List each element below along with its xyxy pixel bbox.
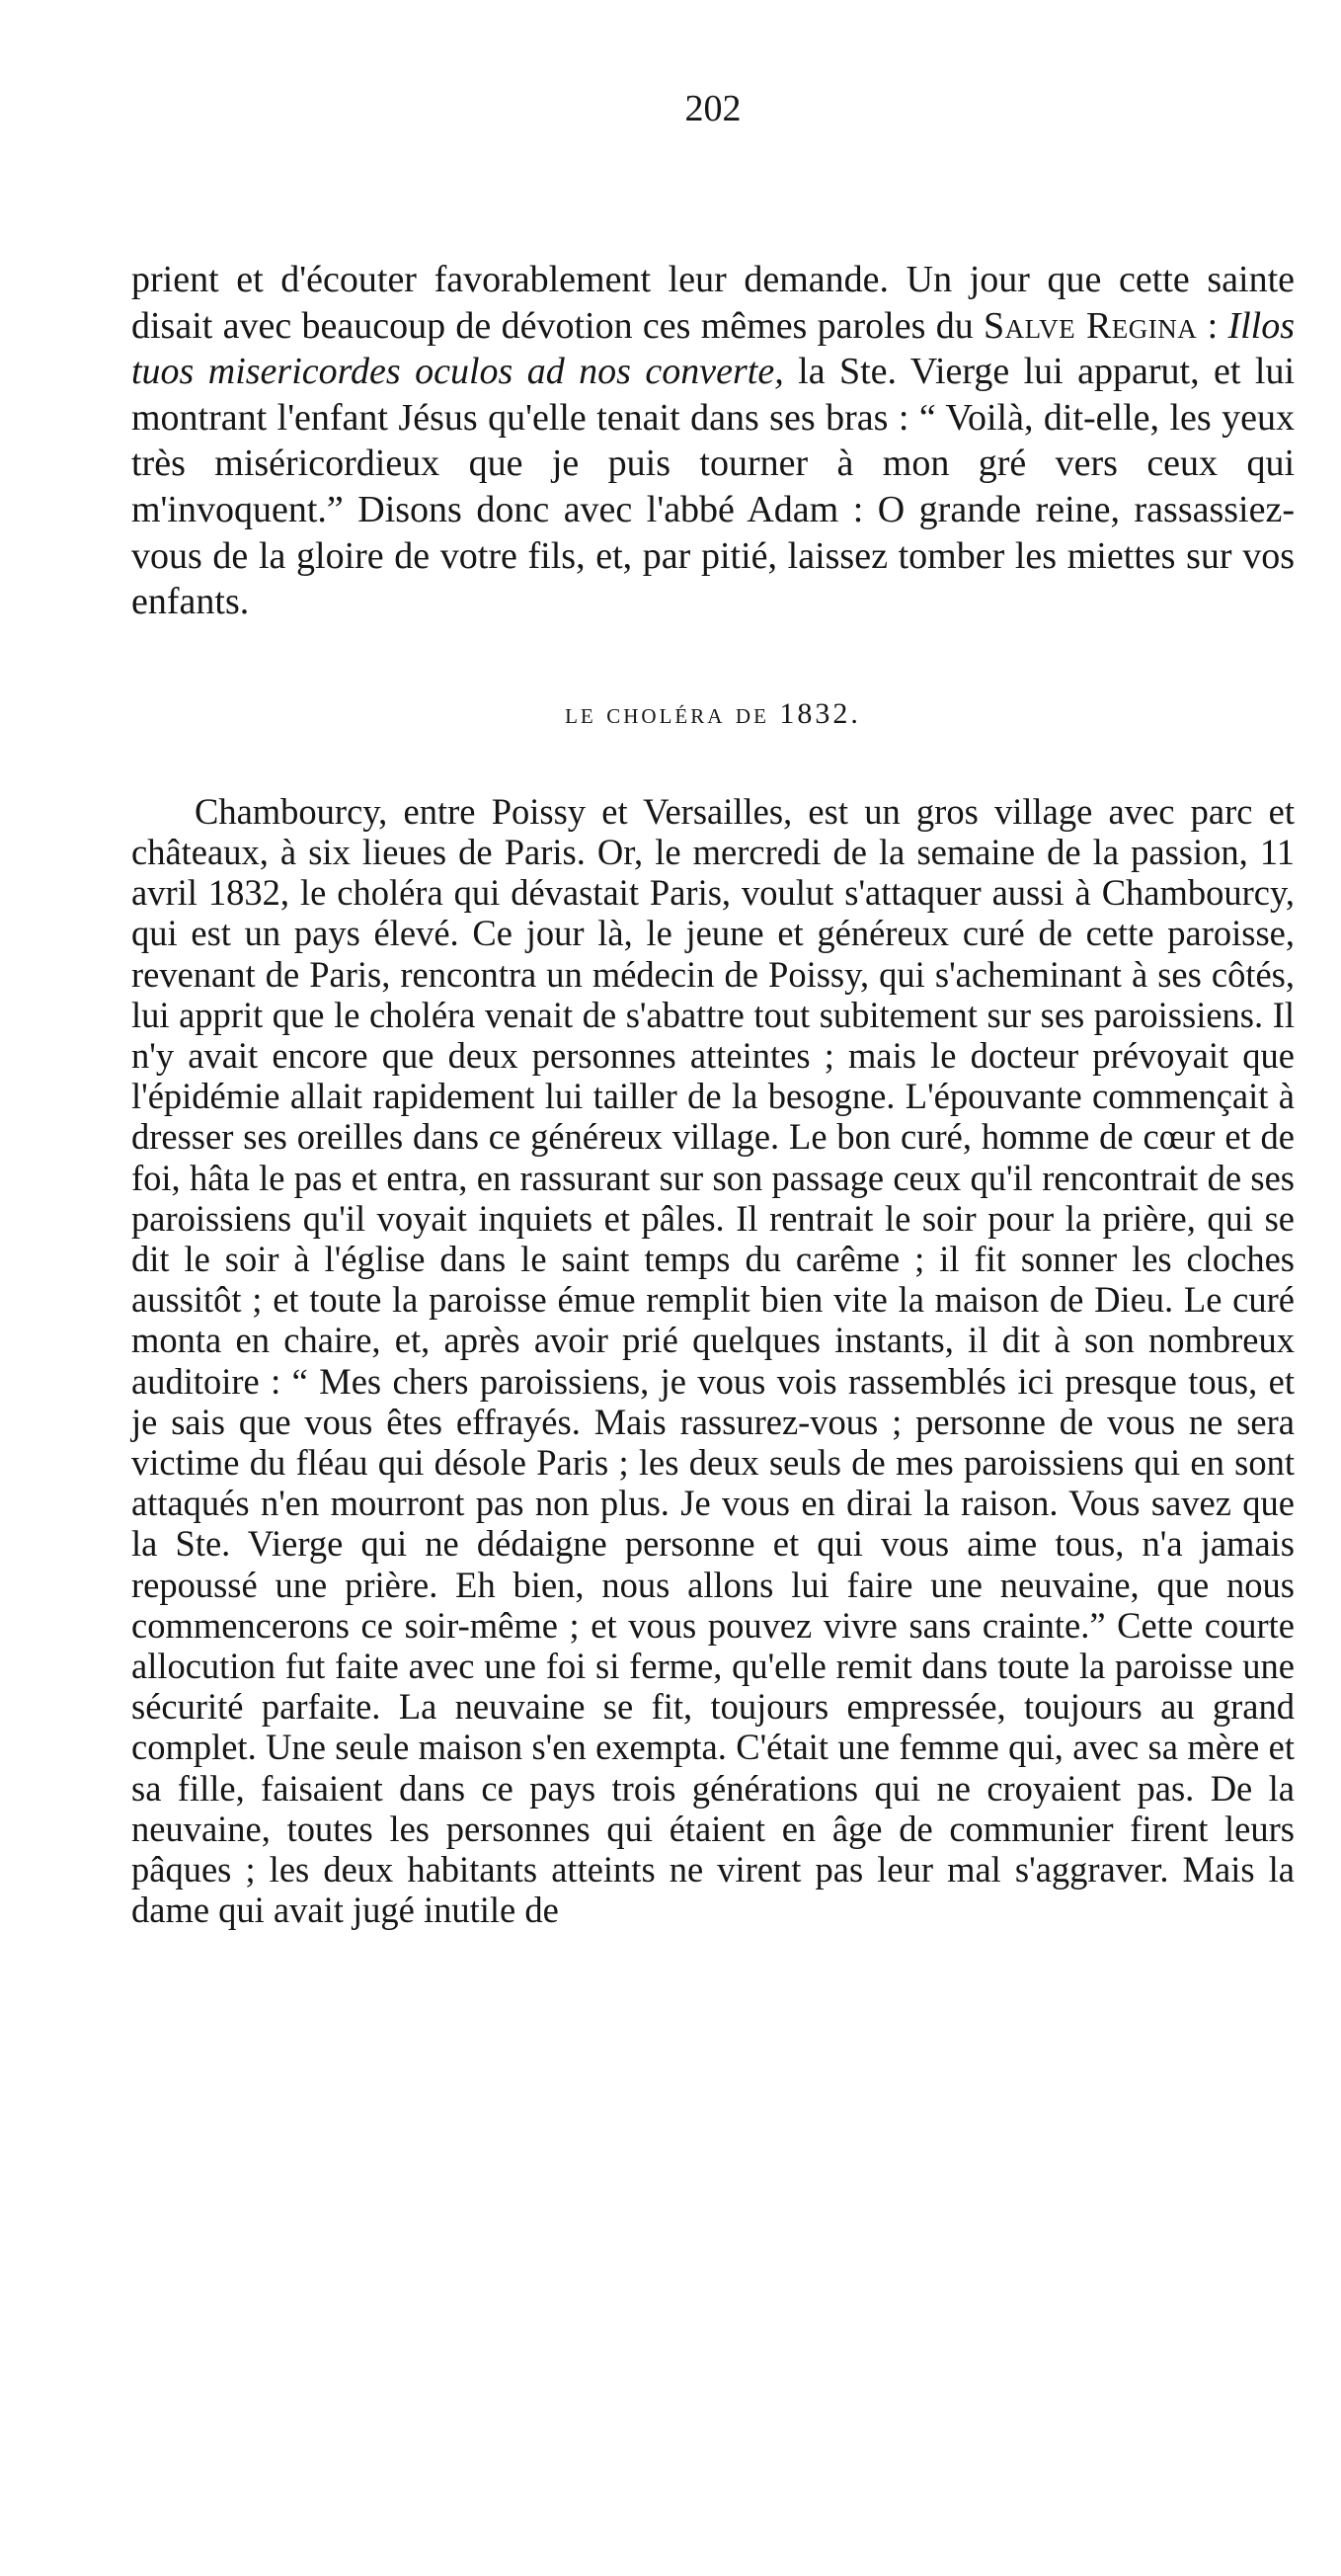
section-title: le choléra de 1832. [565, 696, 861, 730]
paragraph-text-start: prient et d'écouter favorablement leur demande. Un jour que cette sainte disait avec beaucoup de dévotion ces mêmes paroles du [131, 259, 1295, 347]
latin-quote: Illos tuos misericordes oculos ad nos converte, [131, 304, 1296, 393]
page-number: 202 [684, 88, 742, 129]
colon-separator: : [1197, 304, 1228, 347]
paragraph-salve-regina [131, 257, 1295, 625]
paragraph-cholera-1832: Chambourcy, entre Poissy et Versailles, est un gros village avec parc et châteaux, à six lieues de Paris. Or, le mercredi de la semaine de la passion, 11 avril 1832, le choléra qui dévastait Paris, voulut s'attaquer aussi à Chambourcy, qui est un pays élevé. Ce jour là, le jeune et généreux curé de cette paroisse, revenant de Paris, rencontra un médecin de Poissy, qui s'acheminant à ses côtés, lui apprit que le choléra venait de s'abattre tout subitement sur ses paroissiens. Il n'y avait encore que deux personnes atteintes ; mais le docteur prévoyait que l'épidémie allait rapidement lui tailler de la besogne. L'épouvante commençait à dresser ses oreilles dans ce généreux village. Le bon curé, homme de cœur et de foi, hâta le pas et entra, en rassurant sur son passage ceux qu'il rencontrait de ses paroissiens qu'il voyait inquiets et pâles. Il rentrait le soir pour la prière, qui se dit le soir à l'église dans le saint temps du carême ; il fit sonner les cloches aussitôt ; et toute la paroisse émue remplit bien vite la maison de Dieu. Le curé monta en chaire, et, après avoir prié quelques instants, il dit à son nombreux auditoire : “ Mes chers paroissiens, je vous vois rassemblés ici presque tous, et je sais que vous êtes effrayés. Mais rassurez-vous ; personne de vous ne sera victime du fléau qui désole Paris ; les deux seuls de mes paroissiens qui en sont attaqués n'en mourront pas non plus. Je vous en dirai la raison. Vous savez que la Ste. Vierge qui ne dédaigne personne et qui vous aime tous, n'a jamais repoussé une prière. Eh bien, nous allons lui faire une neuvaine, que nous commencerons ce soir-même ; et vous pouvez vivre sans crainte.” Cette courte allocution fut faite avec une foi si ferme, qu'elle remit dans toute la paroisse une sécurité parfaite. La neuvaine se fit, toujours empressée, toujours au grand complet. Une seule maison s'en exempta. C'était une femme qui, avec sa mère et sa fille, faisaient dans ce pays trois générations qui ne croyaient pas. De la neuvaine, toutes les personnes qui étaient en âge de communier firent leurs pâques ; les deux habitants atteints ne virent pas leur mal s'aggraver. Mais la dame qui avait jugé inutile de [131, 790, 1295, 1931]
paragraph-text-end: la Ste. Vierge lui apparut, et lui montrant l'enfant Jésus qu'elle tenait dans ses bras : “ Voilà, dit-elle, les yeux très miséricordieux que je puis tourner à mon gré vers ceux qui m'invoquent.” Disons donc avec l'abbé Adam : O grande reine, rassassiez-vous de la gloire de votre fils, et, par pitié, laissez tomber les miettes sur vos enfants. [131, 351, 1296, 623]
book-page [131, 79, 1295, 1930]
salve-regina-title: Salve Regina [984, 304, 1198, 347]
